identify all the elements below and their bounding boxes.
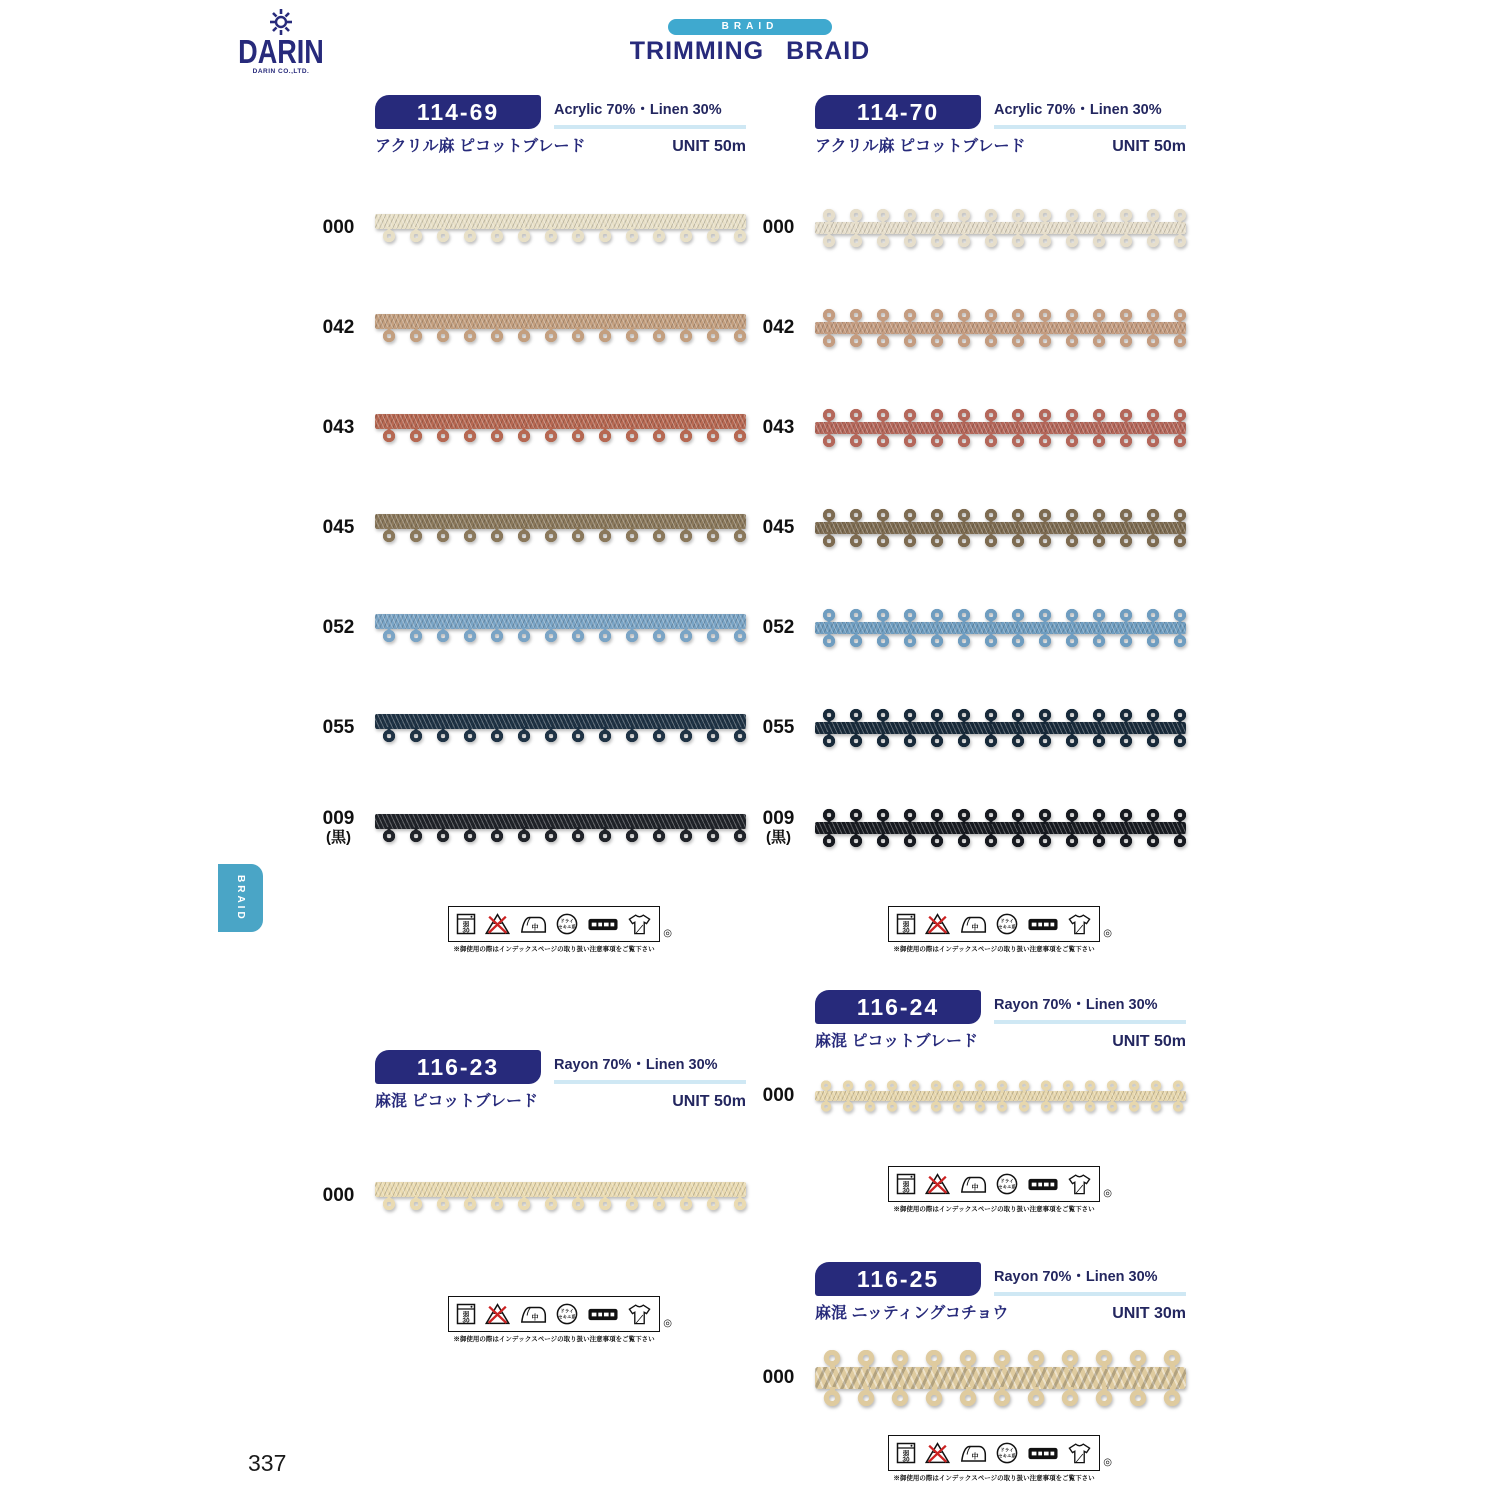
registered-mark-icon: ◎: [1103, 1188, 1112, 1199]
braid-sample: [815, 408, 1186, 448]
iron-medium-icon: [960, 914, 987, 934]
product-name-jp: 麻混 ピコットブレード: [375, 1093, 539, 1110]
garment-icon: [1067, 1173, 1092, 1195]
wash-30-icon: [896, 913, 916, 935]
braid-sample: [815, 608, 1186, 648]
product-114-70: [750, 95, 1186, 953]
swatch-row: [750, 578, 1186, 678]
braid-sample: [375, 514, 746, 543]
product-116-24: [750, 990, 1186, 1213]
product-114-69: [310, 95, 746, 953]
swatch-row: [310, 678, 746, 778]
braid-sample: [375, 314, 746, 343]
swatch-row: [750, 1323, 1186, 1433]
no-bleach-icon: [925, 913, 950, 935]
composition-text: Acrylic 70%・Linen 30%: [994, 102, 1162, 118]
registered-mark-icon: ◎: [1103, 1457, 1112, 1468]
unit-text: UNIT 50m: [1112, 1033, 1186, 1050]
unit-text: UNIT 30m: [1112, 1305, 1186, 1322]
swatch-row: [750, 778, 1186, 878]
color-code-label: 055: [762, 716, 795, 738]
composition-text: Rayon 70%・Linen 30%: [994, 997, 1158, 1013]
divider-rule: [994, 125, 1186, 129]
color-code-label: 042: [322, 316, 355, 338]
dry-clean-icon: [996, 1173, 1018, 1195]
no-bleach-icon: [485, 1303, 510, 1325]
product-name-jp: 麻混 ニッティングコチョウ: [815, 1305, 1009, 1322]
care-note: ※御使用の際はインデックスページの取り扱い注意事項をご覧下さい: [893, 1206, 1095, 1213]
color-code-label: 042: [762, 316, 795, 338]
composition-text: Rayon 70%・Linen 30%: [554, 1057, 718, 1073]
garment-icon: [627, 1303, 652, 1325]
braid-sample: [375, 214, 746, 243]
product-code-badge: 116-23: [375, 1050, 541, 1084]
braid-sample: [815, 808, 1186, 848]
page-title: TRIMMING BRAID: [629, 37, 871, 65]
product-code-badge: 116-25: [815, 1262, 981, 1296]
wash-30-icon: [456, 1303, 476, 1325]
swatch-row: [750, 678, 1186, 778]
color-code-label: 055: [322, 716, 355, 738]
dry-clean-icon: [996, 1442, 1018, 1464]
product-code-badge: 116-24: [815, 990, 981, 1024]
composition-text: Acrylic 70%・Linen 30%: [554, 102, 722, 118]
color-code-label: 043: [762, 416, 795, 438]
no-bleach-icon: [485, 913, 510, 935]
color-code-label: 009 (黒): [762, 808, 795, 847]
side-tab-braid: [218, 864, 263, 932]
product-name-jp: 麻混 ピコットブレード: [815, 1033, 979, 1050]
care-tag-icon: [1028, 1447, 1058, 1460]
braid-sample: [815, 708, 1186, 748]
color-code-label: 000: [762, 1366, 795, 1388]
registered-mark-icon: ◎: [1103, 928, 1112, 939]
swatch-row: [310, 478, 746, 578]
color-code-label: 045: [322, 516, 355, 538]
side-tab-label: BRAID: [235, 874, 246, 922]
swatch-row: [310, 778, 746, 878]
braid-sample: [815, 1350, 1186, 1406]
iron-medium-icon: [520, 914, 547, 934]
iron-medium-icon: [960, 1174, 987, 1194]
color-code-label: 043: [322, 416, 355, 438]
product-name-jp: アクリル麻 ピコットブレード: [375, 138, 586, 155]
divider-rule: [554, 1080, 746, 1084]
garment-icon: [1067, 1442, 1092, 1464]
wash-30-icon: [456, 913, 476, 935]
page-header: [0, 16, 1500, 70]
color-code-label: 000: [322, 1184, 355, 1206]
brand-name: DARIN: [238, 33, 324, 70]
care-instructions: [448, 1296, 672, 1343]
care-note: ※御使用の際はインデックスページの取り扱い注意事項をご覧下さい: [453, 946, 655, 953]
swatch-row: [310, 578, 746, 678]
iron-medium-icon: [520, 1304, 547, 1324]
unit-text: UNIT 50m: [1112, 138, 1186, 155]
care-instructions: [888, 1435, 1112, 1482]
care-note: ※御使用の際はインデックスページの取り扱い注意事項をご覧下さい: [893, 1475, 1095, 1482]
composition-text: Rayon 70%・Linen 30%: [994, 1269, 1158, 1285]
no-bleach-icon: [925, 1442, 950, 1464]
braid-sample: [375, 814, 746, 843]
garment-icon: [1067, 913, 1092, 935]
divider-rule: [994, 1020, 1186, 1024]
braid-sample: [375, 414, 746, 443]
registered-mark-icon: ◎: [663, 928, 672, 939]
braid-sample: [375, 714, 746, 743]
care-tag-icon: [1028, 918, 1058, 931]
unit-text: UNIT 50m: [672, 138, 746, 155]
color-code-label: 052: [762, 616, 795, 638]
color-code-label: 052: [322, 616, 355, 638]
braid-sample: [815, 308, 1186, 348]
care-tag-icon: [1028, 1178, 1058, 1191]
brand-sub-label: DARIN CO.,LTD.: [252, 68, 310, 76]
color-code-label: 000: [322, 216, 355, 238]
swatch-row: [310, 1146, 746, 1246]
no-bleach-icon: [925, 1173, 950, 1195]
dry-clean-icon: [556, 913, 578, 935]
swatch-row: [310, 378, 746, 478]
care-tag-icon: [588, 1308, 618, 1321]
color-code-label: 000: [762, 1084, 795, 1106]
page-number: 337: [248, 1450, 287, 1476]
swatch-row: [310, 278, 746, 378]
swatch-row: [750, 278, 1186, 378]
braid-sample: [815, 208, 1186, 248]
swatch-row: [750, 378, 1186, 478]
braid-sample: [375, 1182, 746, 1211]
wash-30-icon: [896, 1442, 916, 1464]
divider-rule: [554, 125, 746, 129]
color-code-label: 045: [762, 516, 795, 538]
braid-sample: [815, 508, 1186, 548]
braid-sample: [815, 1080, 1186, 1112]
care-note: ※御使用の際はインデックスページの取り扱い注意事項をご覧下さい: [453, 1336, 655, 1343]
swatch-row: [750, 178, 1186, 278]
registered-mark-icon: ◎: [663, 1318, 672, 1329]
product-code-badge: 114-69: [375, 95, 541, 129]
color-code-label: 000: [762, 216, 795, 238]
care-instructions: [888, 906, 1112, 953]
swatch-row: [750, 478, 1186, 578]
divider-rule: [994, 1292, 1186, 1296]
swatch-row: [310, 178, 746, 278]
category-tag: BRAID: [668, 19, 832, 35]
iron-medium-icon: [960, 1443, 987, 1463]
dry-clean-icon: [996, 913, 1018, 935]
color-code-label: 009 (黒): [322, 808, 355, 847]
product-116-23: [310, 1050, 746, 1343]
product-code-badge: 114-70: [815, 95, 981, 129]
braid-sample: [375, 614, 746, 643]
care-tag-icon: [588, 918, 618, 931]
product-name-jp: アクリル麻 ピコットブレード: [815, 138, 1026, 155]
wash-30-icon: [896, 1173, 916, 1195]
garment-icon: [627, 913, 652, 935]
dry-clean-icon: [556, 1303, 578, 1325]
unit-text: UNIT 50m: [672, 1093, 746, 1110]
care-instructions: [448, 906, 672, 953]
swatch-row: [750, 1051, 1186, 1141]
product-116-25: [750, 1262, 1186, 1482]
care-note: ※御使用の際はインデックスページの取り扱い注意事項をご覧下さい: [893, 946, 1095, 953]
care-instructions: [888, 1166, 1112, 1213]
